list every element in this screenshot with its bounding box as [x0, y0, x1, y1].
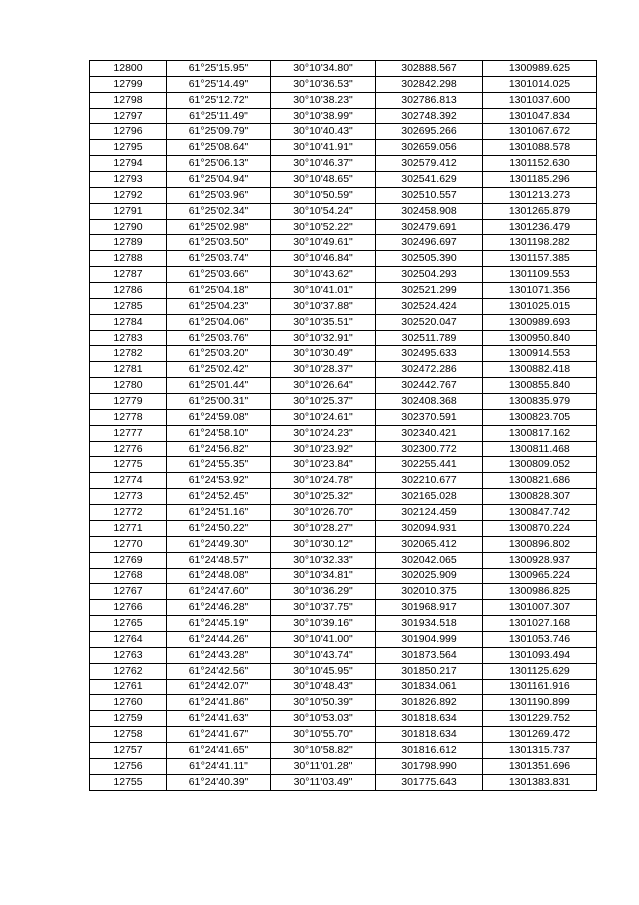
latitude-cell: 61°25'06.13"	[167, 156, 271, 172]
point-number-cell: 12779	[90, 394, 167, 410]
table-row	[90, 251, 597, 267]
x-coordinate-cell: 302659.056	[376, 140, 483, 156]
x-coordinate-cell: 302255.441	[376, 457, 483, 473]
y-coordinate-cell: 1301265.879	[483, 203, 597, 219]
point-number-cell: 12775	[90, 457, 167, 473]
latitude-cell: 61°24'43.28"	[167, 647, 271, 663]
point-number-cell: 12760	[90, 695, 167, 711]
longitude-cell: 30°10'50.59"	[271, 187, 376, 203]
latitude-cell: 61°24'47.60"	[167, 584, 271, 600]
table-row	[90, 140, 597, 156]
latitude-cell: 61°24'51.16"	[167, 505, 271, 521]
y-coordinate-cell: 1300809.052	[483, 457, 597, 473]
latitude-cell: 61°24'41.67"	[167, 727, 271, 743]
latitude-cell: 61°24'52.45"	[167, 489, 271, 505]
latitude-cell: 61°25'03.96"	[167, 187, 271, 203]
longitude-cell: 30°10'43.62"	[271, 267, 376, 283]
coordinates-table-body	[90, 61, 597, 791]
y-coordinate-cell: 1301027.168	[483, 616, 597, 632]
y-coordinate-cell: 1301067.672	[483, 124, 597, 140]
point-number-cell: 12780	[90, 378, 167, 394]
point-number-cell: 12785	[90, 298, 167, 314]
table-row	[90, 203, 597, 219]
table-row	[90, 425, 597, 441]
point-number-cell: 12792	[90, 187, 167, 203]
longitude-cell: 30°10'36.29"	[271, 584, 376, 600]
table-row	[90, 774, 597, 790]
latitude-cell: 61°25'00.31"	[167, 394, 271, 410]
y-coordinate-cell: 1300847.742	[483, 505, 597, 521]
point-number-cell: 12787	[90, 267, 167, 283]
x-coordinate-cell: 302408.368	[376, 394, 483, 410]
longitude-cell: 30°10'46.37"	[271, 156, 376, 172]
latitude-cell: 61°24'40.39"	[167, 774, 271, 790]
table-row	[90, 346, 597, 362]
y-coordinate-cell: 1301152.630	[483, 156, 597, 172]
y-coordinate-cell: 1300817.162	[483, 425, 597, 441]
x-coordinate-cell: 302842.298	[376, 76, 483, 92]
y-coordinate-cell: 1301088.578	[483, 140, 597, 156]
table-row	[90, 267, 597, 283]
table-row	[90, 568, 597, 584]
y-coordinate-cell: 1301125.629	[483, 663, 597, 679]
table-row	[90, 378, 597, 394]
longitude-cell: 30°10'41.00"	[271, 631, 376, 647]
latitude-cell: 61°25'04.23"	[167, 298, 271, 314]
longitude-cell: 30°10'35.51"	[271, 314, 376, 330]
point-number-cell: 12771	[90, 520, 167, 536]
latitude-cell: 61°25'12.72"	[167, 92, 271, 108]
longitude-cell: 30°10'37.88"	[271, 298, 376, 314]
y-coordinate-cell: 1301047.834	[483, 108, 597, 124]
point-number-cell: 12763	[90, 647, 167, 663]
y-coordinate-cell: 1301269.472	[483, 727, 597, 743]
latitude-cell: 61°24'42.56"	[167, 663, 271, 679]
coordinates-table	[89, 60, 597, 791]
x-coordinate-cell: 302695.266	[376, 124, 483, 140]
x-coordinate-cell: 302888.567	[376, 61, 483, 77]
longitude-cell: 30°10'28.37"	[271, 362, 376, 378]
y-coordinate-cell: 1301157.385	[483, 251, 597, 267]
y-coordinate-cell: 1300986.825	[483, 584, 597, 600]
y-coordinate-cell: 1301071.356	[483, 283, 597, 299]
x-coordinate-cell: 301798.990	[376, 758, 483, 774]
point-number-cell: 12793	[90, 172, 167, 188]
longitude-cell: 30°10'41.91"	[271, 140, 376, 156]
y-coordinate-cell: 1300835.979	[483, 394, 597, 410]
x-coordinate-cell: 302496.697	[376, 235, 483, 251]
y-coordinate-cell: 1300989.693	[483, 314, 597, 330]
x-coordinate-cell: 302504.293	[376, 267, 483, 283]
longitude-cell: 30°10'48.65"	[271, 172, 376, 188]
longitude-cell: 30°11'01.28"	[271, 758, 376, 774]
point-number-cell: 12794	[90, 156, 167, 172]
latitude-cell: 61°24'41.86"	[167, 695, 271, 711]
x-coordinate-cell: 302442.767	[376, 378, 483, 394]
longitude-cell: 30°10'38.23"	[271, 92, 376, 108]
table-row	[90, 473, 597, 489]
y-coordinate-cell: 1301236.479	[483, 219, 597, 235]
y-coordinate-cell: 1301315.737	[483, 742, 597, 758]
point-number-cell: 12797	[90, 108, 167, 124]
latitude-cell: 61°24'44.26"	[167, 631, 271, 647]
table-row	[90, 711, 597, 727]
x-coordinate-cell: 302210.677	[376, 473, 483, 489]
latitude-cell: 61°25'03.50"	[167, 235, 271, 251]
longitude-cell: 30°10'41.01"	[271, 283, 376, 299]
longitude-cell: 30°10'53.03"	[271, 711, 376, 727]
point-number-cell: 12791	[90, 203, 167, 219]
longitude-cell: 30°10'43.74"	[271, 647, 376, 663]
y-coordinate-cell: 1301014.025	[483, 76, 597, 92]
table-row	[90, 219, 597, 235]
longitude-cell: 30°10'28.27"	[271, 520, 376, 536]
x-coordinate-cell: 301834.061	[376, 679, 483, 695]
x-coordinate-cell: 301934.518	[376, 616, 483, 632]
longitude-cell: 30°10'55.70"	[271, 727, 376, 743]
x-coordinate-cell: 302505.390	[376, 251, 483, 267]
x-coordinate-cell: 301904.999	[376, 631, 483, 647]
table-row	[90, 505, 597, 521]
y-coordinate-cell: 1301053.746	[483, 631, 597, 647]
point-number-cell: 12768	[90, 568, 167, 584]
table-row	[90, 631, 597, 647]
y-coordinate-cell: 1300828.307	[483, 489, 597, 505]
latitude-cell: 61°25'03.74"	[167, 251, 271, 267]
y-coordinate-cell: 1300914.553	[483, 346, 597, 362]
longitude-cell: 30°10'24.61"	[271, 409, 376, 425]
point-number-cell: 12765	[90, 616, 167, 632]
table-row	[90, 394, 597, 410]
y-coordinate-cell: 1300855.840	[483, 378, 597, 394]
table-row	[90, 187, 597, 203]
table-row	[90, 727, 597, 743]
longitude-cell: 30°10'30.12"	[271, 536, 376, 552]
table-row	[90, 314, 597, 330]
x-coordinate-cell: 302521.299	[376, 283, 483, 299]
longitude-cell: 30°10'26.64"	[271, 378, 376, 394]
x-coordinate-cell: 302510.557	[376, 187, 483, 203]
table-row	[90, 172, 597, 188]
latitude-cell: 61°25'15.95"	[167, 61, 271, 77]
longitude-cell: 30°10'23.92"	[271, 441, 376, 457]
longitude-cell: 30°10'54.24"	[271, 203, 376, 219]
x-coordinate-cell: 301816.612	[376, 742, 483, 758]
table-row	[90, 758, 597, 774]
x-coordinate-cell: 302579.412	[376, 156, 483, 172]
y-coordinate-cell: 1301007.307	[483, 600, 597, 616]
point-number-cell: 12795	[90, 140, 167, 156]
table-row	[90, 298, 597, 314]
x-coordinate-cell: 301850.217	[376, 663, 483, 679]
latitude-cell: 61°24'48.57"	[167, 552, 271, 568]
y-coordinate-cell: 1300821.686	[483, 473, 597, 489]
table-row	[90, 663, 597, 679]
table-row	[90, 92, 597, 108]
latitude-cell: 61°25'02.34"	[167, 203, 271, 219]
latitude-cell: 61°25'03.76"	[167, 330, 271, 346]
longitude-cell: 30°10'50.39"	[271, 695, 376, 711]
longitude-cell: 30°10'58.82"	[271, 742, 376, 758]
latitude-cell: 61°25'09.79"	[167, 124, 271, 140]
point-number-cell: 12770	[90, 536, 167, 552]
latitude-cell: 61°25'04.94"	[167, 172, 271, 188]
point-number-cell: 12781	[90, 362, 167, 378]
y-coordinate-cell: 1300950.840	[483, 330, 597, 346]
y-coordinate-cell: 1300870.224	[483, 520, 597, 536]
longitude-cell: 30°10'24.78"	[271, 473, 376, 489]
x-coordinate-cell: 302010.375	[376, 584, 483, 600]
longitude-cell: 30°11'03.49"	[271, 774, 376, 790]
x-coordinate-cell: 302472.286	[376, 362, 483, 378]
x-coordinate-cell: 302370.591	[376, 409, 483, 425]
x-coordinate-cell: 302520.047	[376, 314, 483, 330]
table-row	[90, 552, 597, 568]
x-coordinate-cell: 301968.917	[376, 600, 483, 616]
y-coordinate-cell: 1301190.899	[483, 695, 597, 711]
y-coordinate-cell: 1301213.273	[483, 187, 597, 203]
latitude-cell: 61°24'59.08"	[167, 409, 271, 425]
latitude-cell: 61°24'48.08"	[167, 568, 271, 584]
x-coordinate-cell: 302511.789	[376, 330, 483, 346]
y-coordinate-cell: 1301109.553	[483, 267, 597, 283]
longitude-cell: 30°10'26.70"	[271, 505, 376, 521]
point-number-cell: 12758	[90, 727, 167, 743]
x-coordinate-cell: 302065.412	[376, 536, 483, 552]
point-number-cell: 12799	[90, 76, 167, 92]
table-row	[90, 600, 597, 616]
latitude-cell: 61°24'56.82"	[167, 441, 271, 457]
x-coordinate-cell: 302300.772	[376, 441, 483, 457]
x-coordinate-cell: 302042.065	[376, 552, 483, 568]
x-coordinate-cell: 301818.634	[376, 711, 483, 727]
table-row	[90, 124, 597, 140]
table-row	[90, 362, 597, 378]
latitude-cell: 61°25'02.98"	[167, 219, 271, 235]
latitude-cell: 61°25'02.42"	[167, 362, 271, 378]
longitude-cell: 30°10'24.23"	[271, 425, 376, 441]
longitude-cell: 30°10'32.33"	[271, 552, 376, 568]
longitude-cell: 30°10'38.99"	[271, 108, 376, 124]
point-number-cell: 12784	[90, 314, 167, 330]
x-coordinate-cell: 301826.892	[376, 695, 483, 711]
point-number-cell: 12772	[90, 505, 167, 521]
x-coordinate-cell: 302748.392	[376, 108, 483, 124]
table-row	[90, 108, 597, 124]
point-number-cell: 12782	[90, 346, 167, 362]
table-row	[90, 647, 597, 663]
longitude-cell: 30°10'30.49"	[271, 346, 376, 362]
latitude-cell: 61°24'41.63"	[167, 711, 271, 727]
table-row	[90, 156, 597, 172]
table-row	[90, 616, 597, 632]
point-number-cell: 12762	[90, 663, 167, 679]
latitude-cell: 61°24'53.92"	[167, 473, 271, 489]
latitude-cell: 61°24'45.19"	[167, 616, 271, 632]
x-coordinate-cell: 302541.629	[376, 172, 483, 188]
longitude-cell: 30°10'40.43"	[271, 124, 376, 140]
point-number-cell: 12755	[90, 774, 167, 790]
point-number-cell: 12767	[90, 584, 167, 600]
y-coordinate-cell: 1300965.224	[483, 568, 597, 584]
point-number-cell: 12777	[90, 425, 167, 441]
table-row	[90, 679, 597, 695]
point-number-cell: 12796	[90, 124, 167, 140]
y-coordinate-cell: 1300928.937	[483, 552, 597, 568]
x-coordinate-cell: 302524.424	[376, 298, 483, 314]
table-row	[90, 742, 597, 758]
y-coordinate-cell: 1301161.916	[483, 679, 597, 695]
point-number-cell: 12769	[90, 552, 167, 568]
y-coordinate-cell: 1300811.468	[483, 441, 597, 457]
table-row	[90, 76, 597, 92]
point-number-cell: 12764	[90, 631, 167, 647]
point-number-cell: 12800	[90, 61, 167, 77]
y-coordinate-cell: 1301185.296	[483, 172, 597, 188]
longitude-cell: 30°10'25.37"	[271, 394, 376, 410]
y-coordinate-cell: 1300989.625	[483, 61, 597, 77]
latitude-cell: 61°25'01.44"	[167, 378, 271, 394]
y-coordinate-cell: 1301025.015	[483, 298, 597, 314]
x-coordinate-cell: 302786.813	[376, 92, 483, 108]
latitude-cell: 61°25'03.20"	[167, 346, 271, 362]
point-number-cell: 12798	[90, 92, 167, 108]
y-coordinate-cell: 1301351.696	[483, 758, 597, 774]
point-number-cell: 12761	[90, 679, 167, 695]
y-coordinate-cell: 1301037.600	[483, 92, 597, 108]
longitude-cell: 30°10'34.81"	[271, 568, 376, 584]
table-row	[90, 61, 597, 77]
x-coordinate-cell: 301818.634	[376, 727, 483, 743]
x-coordinate-cell: 302025.909	[376, 568, 483, 584]
table-row	[90, 457, 597, 473]
x-coordinate-cell: 302479.691	[376, 219, 483, 235]
x-coordinate-cell: 302340.421	[376, 425, 483, 441]
point-number-cell: 12773	[90, 489, 167, 505]
latitude-cell: 61°24'58.10"	[167, 425, 271, 441]
latitude-cell: 61°25'04.06"	[167, 314, 271, 330]
longitude-cell: 30°10'23.84"	[271, 457, 376, 473]
latitude-cell: 61°24'49.30"	[167, 536, 271, 552]
x-coordinate-cell: 302495.633	[376, 346, 483, 362]
point-number-cell: 12776	[90, 441, 167, 457]
latitude-cell: 61°24'55.35"	[167, 457, 271, 473]
point-number-cell: 12766	[90, 600, 167, 616]
table-row	[90, 536, 597, 552]
y-coordinate-cell: 1301229.752	[483, 711, 597, 727]
longitude-cell: 30°10'52.22"	[271, 219, 376, 235]
table-row	[90, 330, 597, 346]
longitude-cell: 30°10'36.53"	[271, 76, 376, 92]
x-coordinate-cell: 302094.931	[376, 520, 483, 536]
x-coordinate-cell: 301775.643	[376, 774, 483, 790]
latitude-cell: 61°24'50.22"	[167, 520, 271, 536]
latitude-cell: 61°24'42.07"	[167, 679, 271, 695]
latitude-cell: 61°25'08.64"	[167, 140, 271, 156]
longitude-cell: 30°10'49.61"	[271, 235, 376, 251]
latitude-cell: 61°25'14.49"	[167, 76, 271, 92]
longitude-cell: 30°10'25.32"	[271, 489, 376, 505]
table-row	[90, 409, 597, 425]
y-coordinate-cell: 1300882.418	[483, 362, 597, 378]
point-number-cell: 12757	[90, 742, 167, 758]
point-number-cell: 12774	[90, 473, 167, 489]
longitude-cell: 30°10'39.16"	[271, 616, 376, 632]
y-coordinate-cell: 1301093.494	[483, 647, 597, 663]
table-row	[90, 441, 597, 457]
y-coordinate-cell: 1300823.705	[483, 409, 597, 425]
latitude-cell: 61°24'41.11"	[167, 758, 271, 774]
point-number-cell: 12790	[90, 219, 167, 235]
table-row	[90, 489, 597, 505]
y-coordinate-cell: 1301383.831	[483, 774, 597, 790]
longitude-cell: 30°10'34.80"	[271, 61, 376, 77]
table-row	[90, 520, 597, 536]
y-coordinate-cell: 1301198.282	[483, 235, 597, 251]
table-row	[90, 235, 597, 251]
point-number-cell: 12789	[90, 235, 167, 251]
latitude-cell: 61°25'03.66"	[167, 267, 271, 283]
x-coordinate-cell: 301873.564	[376, 647, 483, 663]
x-coordinate-cell: 302458.908	[376, 203, 483, 219]
longitude-cell: 30°10'46.84"	[271, 251, 376, 267]
point-number-cell: 12783	[90, 330, 167, 346]
y-coordinate-cell: 1300896.802	[483, 536, 597, 552]
point-number-cell: 12788	[90, 251, 167, 267]
latitude-cell: 61°24'46.28"	[167, 600, 271, 616]
x-coordinate-cell: 302165.028	[376, 489, 483, 505]
latitude-cell: 61°25'11.49"	[167, 108, 271, 124]
point-number-cell: 12778	[90, 409, 167, 425]
longitude-cell: 30°10'45.95"	[271, 663, 376, 679]
longitude-cell: 30°10'32.91"	[271, 330, 376, 346]
longitude-cell: 30°10'37.75"	[271, 600, 376, 616]
point-number-cell: 12756	[90, 758, 167, 774]
point-number-cell: 12759	[90, 711, 167, 727]
latitude-cell: 61°24'41.65"	[167, 742, 271, 758]
x-coordinate-cell: 302124.459	[376, 505, 483, 521]
latitude-cell: 61°25'04.18"	[167, 283, 271, 299]
longitude-cell: 30°10'48.43"	[271, 679, 376, 695]
table-row	[90, 695, 597, 711]
point-number-cell: 12786	[90, 283, 167, 299]
table-row	[90, 584, 597, 600]
table-row	[90, 283, 597, 299]
